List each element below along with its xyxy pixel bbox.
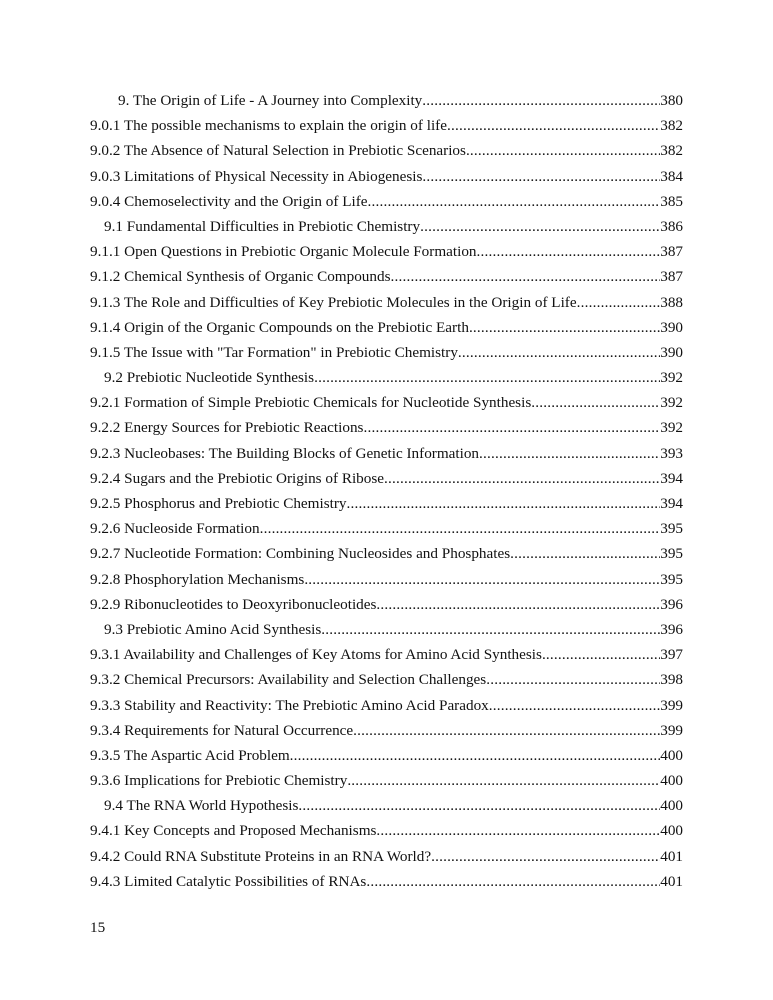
toc-dot-leader [298, 793, 660, 818]
toc-dot-leader [368, 189, 661, 214]
toc-dot-leader [376, 592, 660, 617]
toc-dot-leader [260, 516, 661, 541]
toc-entry-page: 399 [660, 721, 683, 739]
toc-entry-page: 382 [660, 117, 683, 135]
toc-entry-title: 9.1.4 Origin of the Organic Compounds on the Prebiotic Earth [90, 318, 469, 336]
toc-dot-leader [422, 164, 660, 189]
toc-entry[interactable] [90, 617, 683, 642]
toc-entry[interactable] [90, 290, 683, 315]
toc-entry-title: 9.2 Prebiotic Nucleotide Synthesis [104, 369, 315, 387]
toc-entry-page: 396 [660, 595, 683, 613]
toc-entry[interactable] [90, 466, 683, 491]
toc-entry[interactable] [90, 214, 683, 239]
toc-entry-page: 392 [660, 369, 683, 387]
toc-entry-title: 9.4.3 Limited Catalytic Possibilities of RNAs [90, 872, 367, 890]
toc-entry-page: 400 [660, 746, 683, 764]
toc-entry-page: 400 [660, 822, 683, 840]
toc-dot-leader [486, 667, 660, 692]
toc-entry[interactable] [90, 869, 683, 894]
toc-entry-page: 400 [660, 797, 683, 815]
toc-entry-page: 386 [660, 217, 683, 235]
toc-dot-leader [466, 138, 660, 163]
toc-entry-title: 9.2.5 Phosphorus and Prebiotic Chemistry [90, 495, 347, 512]
toc-entry-title: 9. The Origin of Life - A Journey into Complexity [118, 92, 423, 109]
toc-entry-title: 9.1.2 Chemical Synthesis of Organic Compounds [90, 268, 391, 286]
toc-dot-leader [353, 718, 660, 743]
toc-entry[interactable] [90, 113, 683, 138]
toc-entry-page: 399 [660, 696, 683, 714]
toc-entry[interactable] [90, 768, 683, 793]
toc-entry-title: 9.2.9 Ribonucleotides to Deoxyribonucleotides [90, 595, 377, 613]
toc-entry-title: 9.2.6 Nucleoside Formation [90, 520, 260, 538]
toc-dot-leader [577, 290, 661, 315]
toc-dot-leader [290, 743, 661, 768]
toc-dot-leader [531, 390, 660, 415]
toc-entry-title: 9.2.3 Nucleobases: The Building Blocks of Genetic Information [90, 444, 480, 462]
toc-dot-leader [477, 239, 661, 264]
toc-entry-title: 9.1.1 Open Questions in Prebiotic Organic Molecule Formation [90, 243, 477, 261]
toc-entry-title: 9.3.6 Implications for Prebiotic Chemistry [90, 772, 348, 790]
toc-entry-title: 9.2.4 Sugars and the Prebiotic Origins of Ribose [90, 469, 385, 487]
toc-entry-title: 9.1 Fundamental Difficulties in Prebiotic Chemistry [104, 217, 421, 235]
toc-entry-title: 9.3 Prebiotic Amino Acid Synthesis [104, 620, 322, 638]
toc-entry[interactable] [90, 693, 683, 718]
toc-entry[interactable] [90, 189, 683, 214]
toc-entry-title: 9.1.5 The Issue with "Tar Formation" in Prebiotic Chemistry [90, 343, 458, 361]
toc-dot-leader [431, 844, 660, 869]
toc-entry[interactable] [90, 642, 683, 667]
toc-entry[interactable] [90, 844, 683, 869]
toc-dot-leader [391, 264, 661, 289]
toc-entry-title: 9.0.1 The possible mechanisms to explain the origin of life [90, 117, 447, 135]
toc-dot-leader [489, 693, 660, 718]
toc-entry-page: 394 [660, 469, 683, 487]
toc-entry-title: 9.2.8 Phosphorylation Mechanisms [90, 570, 305, 588]
toc-entry-page: 393 [660, 444, 683, 462]
toc-dot-leader [422, 88, 660, 113]
toc-entry[interactable] [90, 441, 683, 466]
toc-entry[interactable] [90, 491, 683, 516]
toc-entry-title: 9.2.7 Nucleotide Formation: Combining Nucleosides and Phosphates [90, 545, 511, 563]
toc-entry-page: 387 [660, 243, 683, 261]
toc-entry-page: 398 [660, 671, 683, 689]
toc-entry-title: 9.0.3 Limitations of Physical Necessity in Abiogenesis [90, 167, 423, 185]
toc-entry-page: 395 [660, 545, 683, 563]
toc-entry-page: 397 [660, 646, 683, 664]
table-of-contents [90, 88, 683, 894]
toc-dot-leader [376, 818, 660, 843]
toc-dot-leader [384, 466, 660, 491]
toc-entry[interactable] [90, 264, 683, 289]
toc-entry-page: 401 [660, 847, 683, 865]
toc-dot-leader [479, 441, 660, 466]
toc-entry-title: 9.3.4 Requirements for Natural Occurrence [90, 721, 354, 739]
toc-entry[interactable] [90, 818, 683, 843]
toc-dot-leader [321, 617, 660, 642]
toc-entry-page: 382 [660, 142, 683, 160]
toc-entry[interactable] [90, 164, 683, 189]
toc-entry-title: 9.1.3 The Role and Difficulties of Key Prebiotic Molecules in the Origin of Life [90, 293, 577, 311]
toc-dot-leader [510, 541, 660, 566]
toc-entry-title: 9.3.1 Availability and Challenges of Key Atoms for Amino Acid Synthesis [90, 646, 542, 664]
toc-dot-leader [447, 113, 660, 138]
toc-entry-title: 9.0.4 Chemoselectivity and the Origin of Life [90, 192, 368, 210]
toc-entry[interactable] [90, 793, 683, 818]
toc-dot-leader [304, 567, 660, 592]
toc-dot-leader [542, 642, 660, 667]
toc-entry-title: 9.3.3 Stability and Reactivity: The Prebiotic Amino Acid Paradox [90, 696, 489, 714]
page-number: 15 [90, 919, 106, 936]
toc-entry-page: 390 [660, 318, 683, 336]
toc-entry[interactable] [90, 541, 683, 566]
toc-entry[interactable] [90, 718, 683, 743]
toc-entry-page: 401 [660, 872, 683, 890]
toc-entry-title: 9.4.1 Key Concepts and Proposed Mechanisms [90, 822, 377, 840]
toc-entry-page: 380 [660, 92, 683, 109]
toc-dot-leader [314, 365, 660, 390]
toc-entry[interactable] [90, 138, 683, 163]
toc-entry-page: 394 [660, 495, 683, 512]
toc-dot-leader [458, 340, 660, 365]
toc-entry-page: 390 [660, 343, 683, 361]
toc-entry-title: 9.4 The RNA World Hypothesis [104, 797, 299, 815]
toc-entry[interactable] [90, 592, 683, 617]
toc-entry-title: 9.2.2 Energy Sources for Prebiotic Reactions [90, 419, 364, 437]
toc-entry[interactable] [90, 667, 683, 692]
toc-dot-leader [366, 869, 660, 894]
toc-dot-leader [469, 315, 660, 340]
toc-dot-leader [347, 768, 660, 793]
toc-entry[interactable] [90, 239, 683, 264]
toc-entry[interactable] [90, 340, 683, 365]
toc-entry[interactable] [90, 516, 683, 541]
toc-entry-page: 400 [660, 772, 683, 790]
toc-entry-page: 395 [660, 570, 683, 588]
toc-entry[interactable] [90, 315, 683, 340]
toc-entry[interactable] [90, 88, 683, 113]
toc-dot-leader [420, 214, 660, 239]
toc-entry-title: 9.3.5 The Aspartic Acid Problem [90, 746, 290, 764]
toc-entry[interactable] [90, 390, 683, 415]
toc-entry-title: 9.3.2 Chemical Precursors: Availability and Selection Challenges [90, 671, 487, 689]
toc-entry-page: 384 [660, 167, 683, 185]
toc-entry-page: 392 [660, 419, 683, 437]
toc-entry-page: 392 [660, 394, 683, 412]
toc-entry[interactable] [90, 743, 683, 768]
toc-dot-leader [347, 491, 661, 516]
toc-entry-page: 385 [660, 192, 683, 210]
toc-entry-title: 9.0.2 The Absence of Natural Selection in Prebiotic Scenarios [90, 142, 466, 160]
toc-entry-page: 396 [660, 620, 683, 638]
toc-entry[interactable] [90, 365, 683, 390]
toc-entry-page: 395 [660, 520, 683, 538]
toc-entry[interactable] [90, 567, 683, 592]
toc-entry-page: 387 [660, 268, 683, 286]
toc-dot-leader [363, 415, 660, 440]
toc-entry-title: 9.2.1 Formation of Simple Prebiotic Chemicals for Nucleotide Synthesis [90, 394, 532, 412]
toc-entry-title: 9.4.2 Could RNA Substitute Proteins in an RNA World? [90, 847, 432, 865]
toc-entry-page: 388 [660, 293, 683, 311]
toc-entry[interactable] [90, 415, 683, 440]
